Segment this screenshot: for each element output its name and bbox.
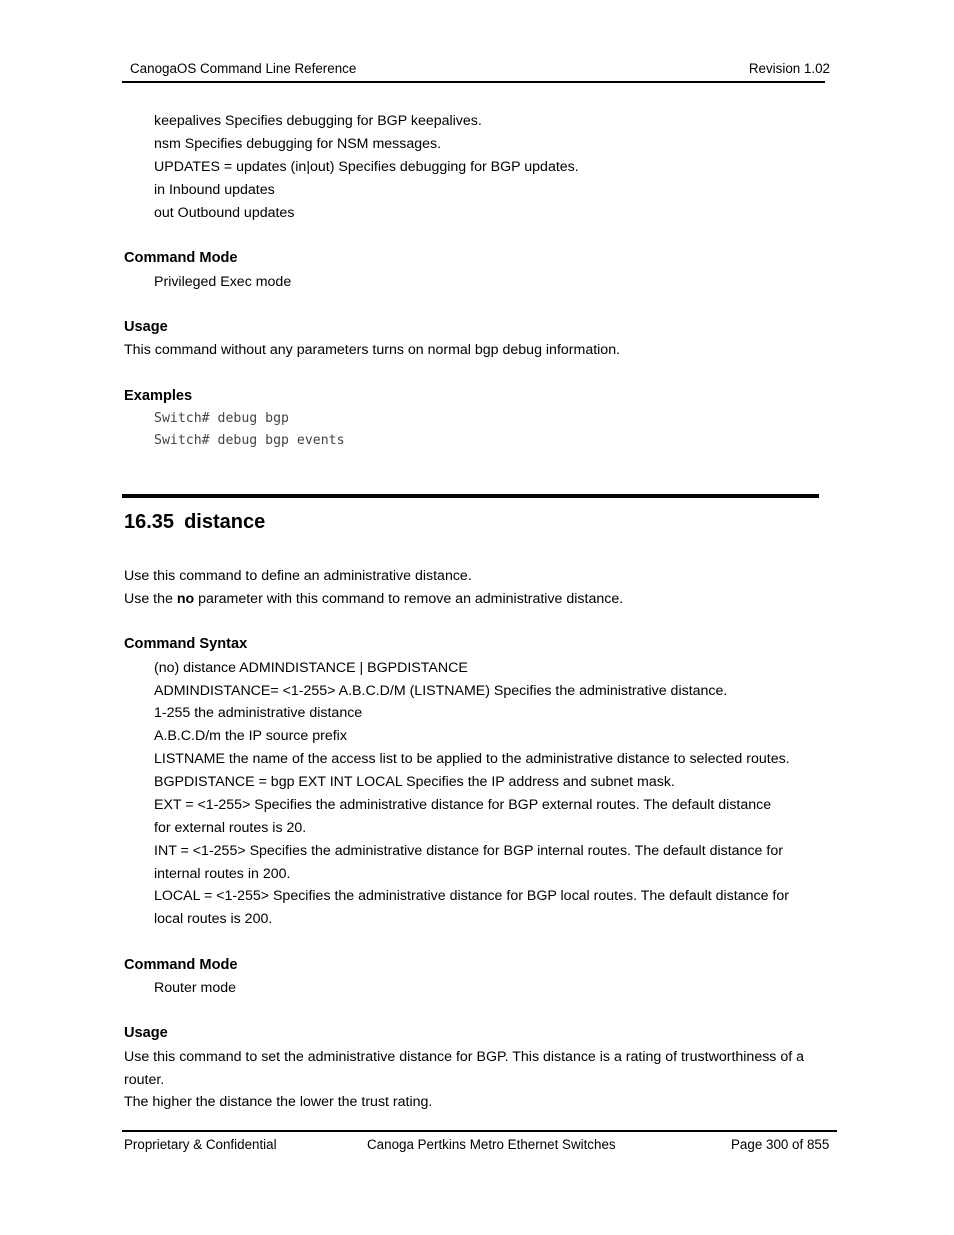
syntax-line: (no) distance ADMINDISTANCE | BGPDISTANCE	[154, 660, 468, 676]
syntax-line: BGPDISTANCE = bgp EXT INT LOCAL Specifies the IP address and subnet mask.	[154, 774, 675, 790]
section-rule	[122, 494, 819, 498]
param-line: in Inbound updates	[154, 182, 275, 198]
syntax-line: A.B.C.D/m the IP source prefix	[154, 728, 347, 744]
param-line: nsm Specifies debugging for NSM messages.	[154, 136, 442, 152]
command-mode-heading: Command Mode	[124, 957, 238, 973]
syntax-line: internal routes in 200.	[154, 866, 291, 882]
syntax-line: EXT = <1-255> Specifies the administrative distance for BGP external routes. The default distance	[154, 797, 772, 813]
usage-heading: Usage	[124, 319, 168, 335]
footer-product: Canoga Pertkins Metro Ethernet Switches	[367, 1137, 616, 1152]
footer-confidential: Proprietary & Confidential	[124, 1137, 277, 1152]
usage-heading: Usage	[124, 1025, 168, 1041]
command-syntax-heading: Command Syntax	[124, 636, 248, 652]
usage-text: The higher the distance the lower the trust rating.	[124, 1094, 433, 1110]
command-mode-text: Router mode	[154, 980, 237, 996]
section-name: distance	[184, 511, 266, 533]
usage-text: This command without any parameters turns on normal bgp debug information.	[124, 342, 621, 358]
param-line: keepalives Specifies debugging for BGP keepalives.	[154, 113, 482, 129]
syntax-line: LISTNAME the name of the access list to be applied to the administrative distance to selected routes.	[154, 751, 790, 767]
no-keyword: no	[176, 591, 195, 607]
section-number: 16.35	[124, 511, 175, 533]
param-line: out Outbound updates	[154, 205, 295, 221]
syntax-line: 1-255 the administrative distance	[154, 705, 363, 721]
usage-text: router.	[124, 1072, 165, 1088]
footer-rule	[122, 1130, 837, 1132]
intro-text: Use the no parameter with this command to remove an administrative distance.	[124, 591, 624, 607]
command-mode-heading: Command Mode	[124, 250, 238, 266]
examples-heading: Examples	[124, 388, 193, 404]
syntax-line: for external routes is 20.	[154, 820, 307, 836]
code-example: Switch# debug bgp events	[154, 433, 345, 448]
usage-text: Use this command to set the administrative distance for BGP. This distance is a rating of trustworthiness of a	[124, 1049, 805, 1065]
code-example: Switch# debug bgp	[154, 411, 289, 426]
section-title	[124, 511, 265, 534]
header-rule	[122, 81, 825, 83]
header-doc-title: CanogaOS Command Line Reference	[130, 61, 357, 76]
param-line: UPDATES = updates (in|out) Specifies debugging for BGP updates.	[154, 159, 579, 175]
syntax-line: ADMINDISTANCE= <1-255> A.B.C.D/M (LISTNAME) Specifies the administrative distance.	[154, 683, 728, 699]
syntax-line: INT = <1-255> Specifies the administrative distance for BGP internal routes. The default distance for	[154, 843, 783, 859]
syntax-line: local routes is 200.	[154, 911, 273, 927]
footer-page-number: Page 300 of 855	[731, 1137, 830, 1152]
header-revision: Revision 1.02	[748, 61, 830, 76]
intro-text: Use this command to define an administrative distance.	[124, 568, 472, 584]
syntax-line: LOCAL = <1-255> Specifies the administrative distance for BGP local routes. The default distance for	[154, 888, 789, 904]
command-mode-text: Privileged Exec mode	[154, 274, 292, 290]
